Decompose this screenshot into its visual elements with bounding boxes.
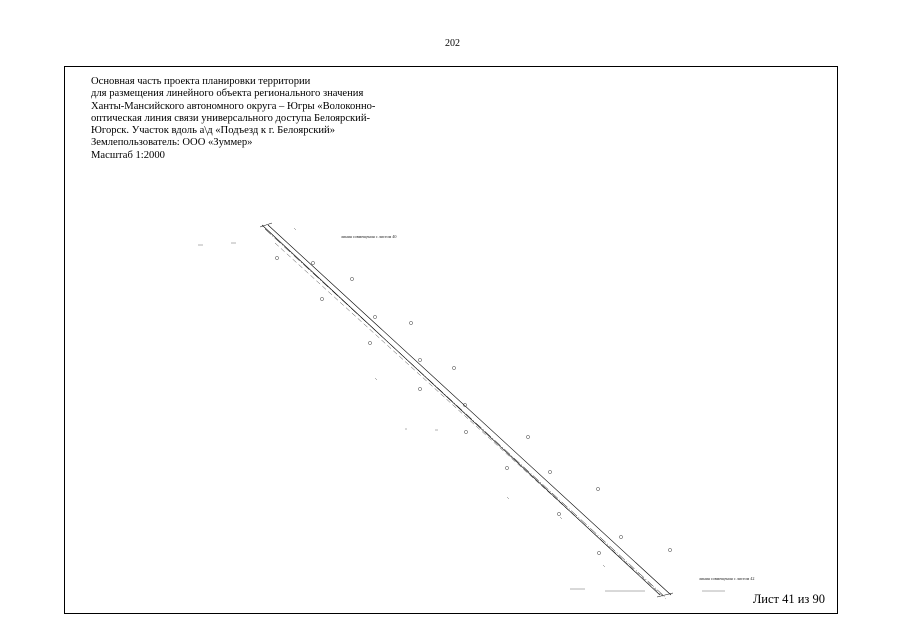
survey-point	[464, 430, 467, 433]
land-user-line: Землепользователь: ООО «Зуммер»	[91, 137, 253, 149]
title-line-4: оптическая линия связи универсального доступа Белоярский-	[91, 112, 371, 124]
survey-point	[526, 435, 529, 438]
title-line-1: Основная часть проекта планировки территории	[91, 76, 311, 87]
survey-point	[418, 387, 421, 390]
survey-point	[668, 548, 671, 551]
title-line-2: для размещения линейного объекта регионального значения	[91, 88, 364, 100]
survey-point	[557, 512, 560, 515]
page-number: 202	[445, 38, 460, 49]
survey-point	[409, 321, 412, 324]
match-line-label-top: линия совмещения с листом 40	[341, 234, 397, 239]
survey-point	[320, 297, 323, 300]
survey-point	[548, 470, 551, 473]
survey-point	[311, 261, 314, 264]
survey-point	[597, 551, 600, 554]
road-edge-line	[275, 243, 666, 599]
match-line-label-bottom: линия совмещения с листом 42	[699, 576, 755, 581]
top-end-tick	[260, 223, 272, 227]
survey-point	[619, 535, 622, 538]
survey-point	[373, 315, 376, 318]
scale-line: Масштаб 1:2000	[91, 149, 165, 161]
corridor-right-boundary	[268, 225, 671, 595]
corridor-end-ticks	[260, 223, 673, 597]
corridor-left-boundary	[262, 225, 660, 595]
map-drawing	[65, 67, 839, 615]
title-line-5: Югорск. Участок вдоль а\д «Подъезд к г. Белоярский»	[91, 125, 335, 137]
survey-point	[418, 358, 421, 361]
map-sheet-frame	[64, 66, 838, 614]
survey-point	[596, 487, 599, 490]
survey-point	[368, 341, 371, 344]
survey-point	[275, 256, 278, 259]
cable-route-line	[265, 229, 665, 597]
corridor-lines	[262, 225, 671, 599]
title-line-3: Ханты-Мансийского автономного округа – Югры «Волоконно-	[91, 100, 376, 112]
survey-point	[505, 466, 508, 469]
sheet-counter: Лист 41 из 90	[752, 592, 825, 606]
survey-points	[275, 256, 671, 554]
survey-point	[350, 277, 353, 280]
survey-point	[452, 366, 455, 369]
